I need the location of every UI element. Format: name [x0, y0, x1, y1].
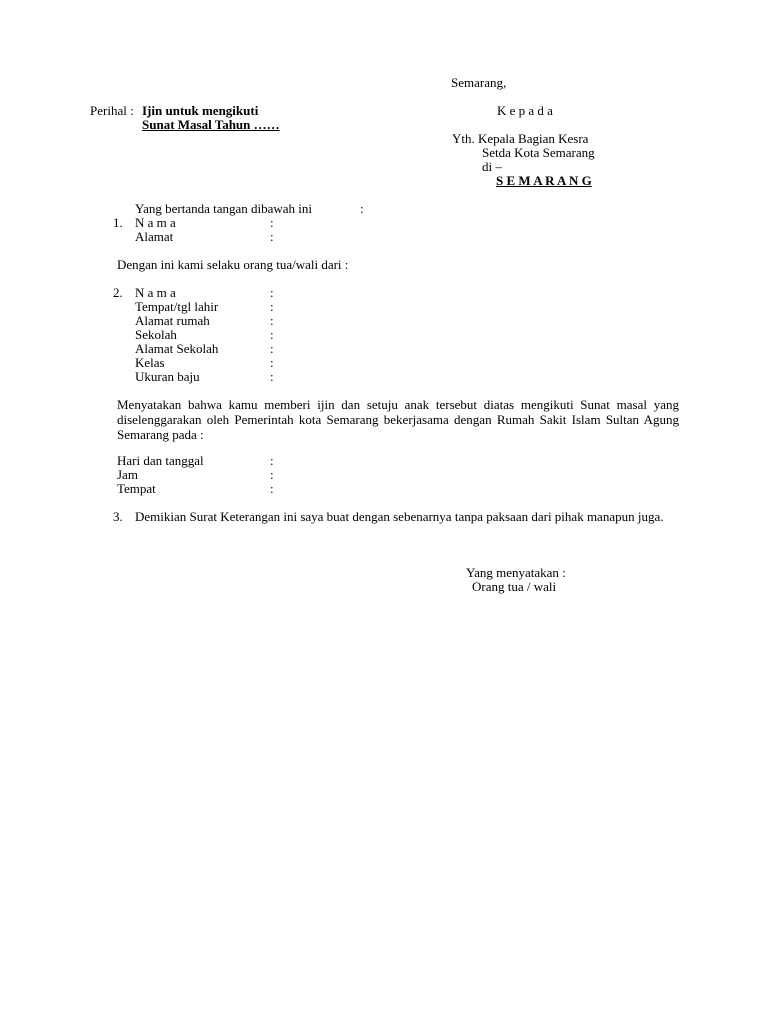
- field-label: Jam: [117, 467, 138, 482]
- consent-paragraph: Menyatakan bahwa kamu memberi ijin dan setuju anak tersebut diatas mengikuti Sunat masal yang diselenggarakan oleh Pemerintah kota Semarang bekerjasama dengan Rumah Sakit Islam Sultan Agung Semarang pada :: [117, 397, 679, 442]
- field-label: N a m a: [135, 215, 176, 230]
- kepada: K e p a d a: [497, 103, 553, 118]
- perihal-line-2: Sunat Masal Tahun ……: [142, 117, 280, 132]
- field-colon: :: [270, 369, 274, 384]
- section2-row-nama: [113, 285, 313, 300]
- perihal-label: Perihal :: [90, 103, 134, 118]
- section2-number: 2.: [113, 285, 123, 300]
- field-colon: :: [270, 467, 274, 482]
- section2-row-alamat-sekolah: [113, 341, 313, 356]
- section2-row-kelas: [113, 355, 313, 370]
- signature-line-2: Orang tua / wali: [472, 579, 557, 594]
- field-label: Ukuran baju: [135, 369, 200, 384]
- event-row-jam: [117, 467, 317, 482]
- recipient-city: S E M A R A N G: [496, 173, 592, 188]
- section1-number: 1.: [113, 215, 123, 230]
- field-label: N a m a: [135, 285, 176, 300]
- section1-row-nama: [113, 215, 313, 230]
- field-colon: :: [270, 313, 274, 328]
- section1-row-alamat: [113, 229, 313, 244]
- field-label: Alamat rumah: [135, 313, 210, 328]
- field-colon: :: [270, 285, 274, 300]
- field-label: Kelas: [135, 355, 165, 370]
- field-colon: :: [270, 215, 274, 230]
- city-date: Semarang,: [451, 75, 507, 90]
- field-label: Alamat: [135, 229, 174, 244]
- field-colon: :: [270, 327, 274, 342]
- section2-row-tempat-tgl-lahir: [113, 299, 313, 314]
- field-colon: :: [270, 453, 274, 468]
- field-colon: :: [270, 355, 274, 370]
- intro-text: Yang bertanda tangan dibawah ini: [135, 201, 313, 216]
- field-colon: :: [270, 229, 274, 244]
- section2-row-alamat-rumah: [113, 313, 313, 328]
- field-label: Tempat/tgl lahir: [135, 299, 219, 314]
- field-colon: :: [270, 341, 274, 356]
- field-colon: :: [270, 481, 274, 496]
- event-row-tempat: [117, 481, 317, 496]
- recipient-line-2: Setda Kota Semarang: [482, 145, 595, 160]
- event-row-hari-tanggal: [117, 453, 317, 468]
- field-label: Alamat Sekolah: [135, 341, 219, 356]
- recipient-line-1: Yth. Kepala Bagian Kesra: [452, 131, 589, 146]
- field-colon: :: [270, 299, 274, 314]
- recipient-line-3: di –: [482, 159, 502, 174]
- field-label: Tempat: [117, 481, 156, 496]
- section2-row-sekolah: [113, 327, 313, 342]
- section3-number: 3.: [113, 509, 123, 524]
- field-label: Hari dan tanggal: [117, 453, 204, 468]
- section2-row-ukuran-baju: [113, 369, 313, 384]
- guardian-statement: Dengan ini kami selaku orang tua/wali dari :: [117, 257, 349, 272]
- section3-text: Demikian Surat Keterangan ini saya buat dengan sebenarnya tanpa paksaan dari pihak manapun juga.: [135, 509, 664, 524]
- intro-colon: :: [360, 201, 364, 216]
- field-label: Sekolah: [135, 327, 177, 342]
- perihal-line-1: Ijin untuk mengikuti: [142, 103, 259, 118]
- signature-line-1: Yang menyatakan :: [466, 565, 566, 580]
